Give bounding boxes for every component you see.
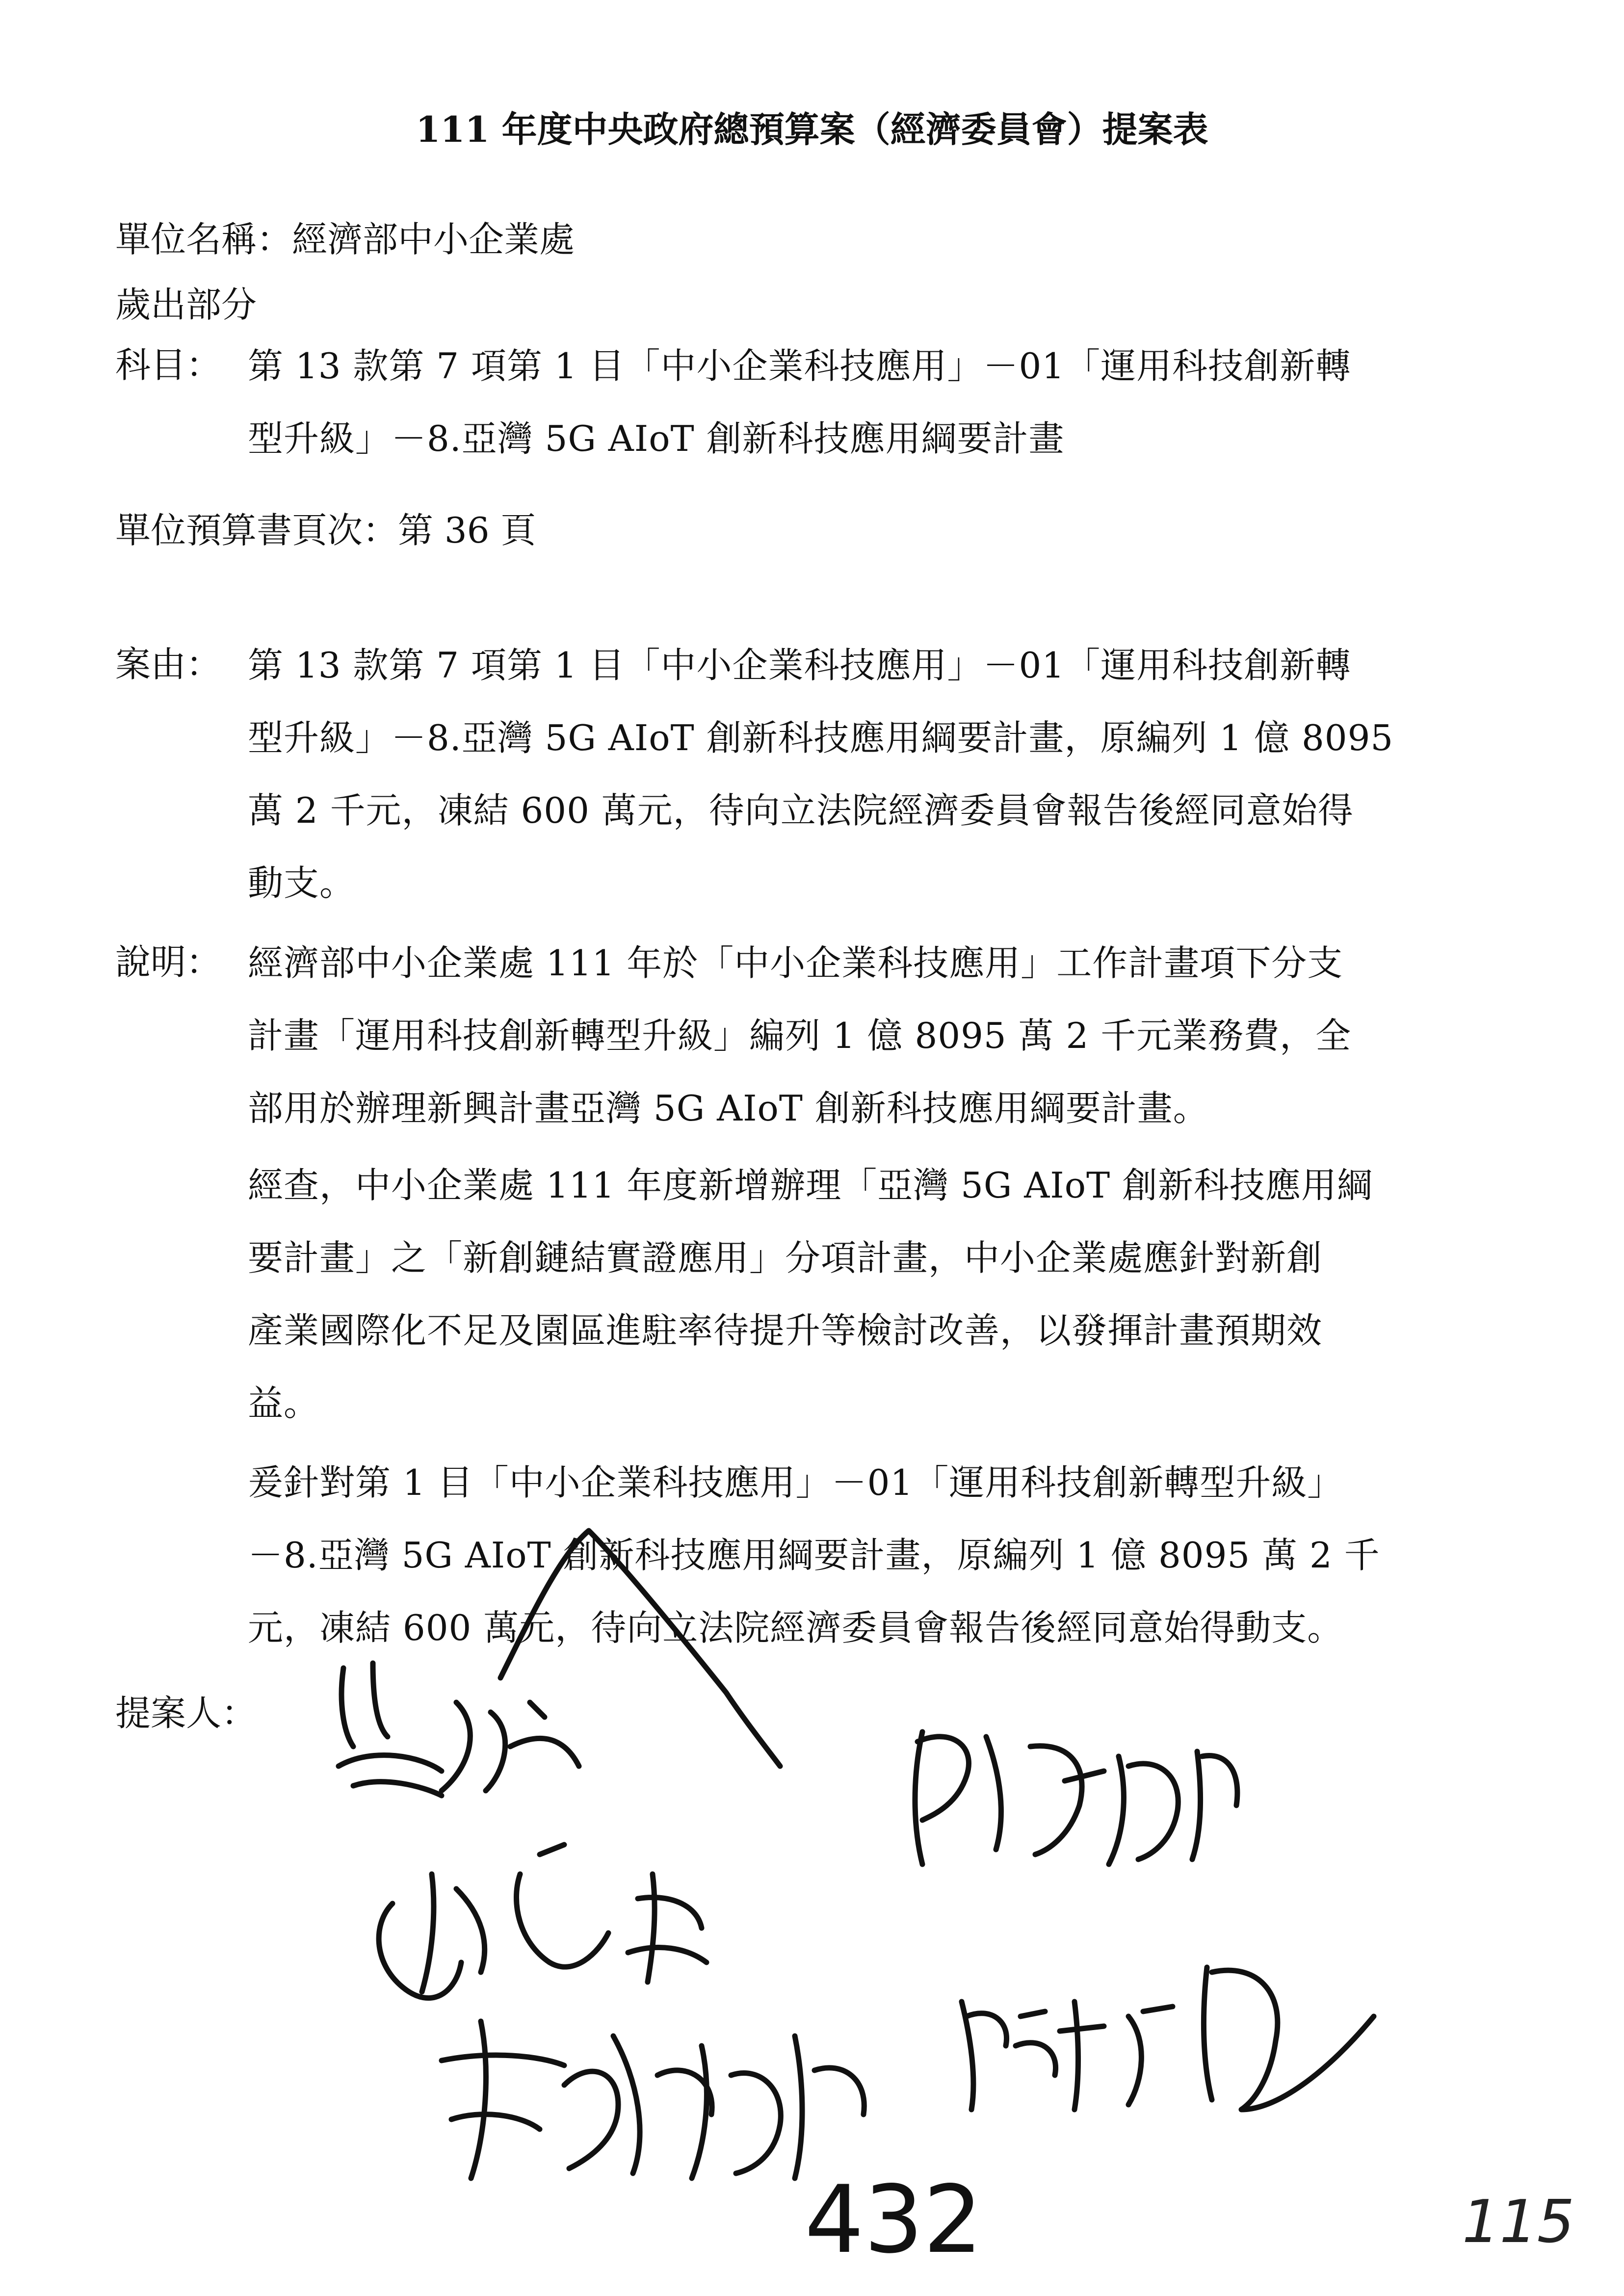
explain-line: 經查，中小企業處 111 年度新增辦理「亞灣 5G AIoT 創新科技應用綱 bbox=[248, 1165, 1373, 1206]
budget-page-line: 單位預算書頁次：第 36 頁 bbox=[115, 510, 536, 551]
explain-label: 說明： bbox=[115, 941, 222, 983]
subject-line: 第 13 款第 7 項第 1 目「中小企業科技應用」－01「運用科技創新轉 bbox=[248, 345, 1352, 387]
subject-label: 科目： bbox=[115, 344, 222, 386]
handwritten-number: 432 bbox=[805, 2166, 983, 2274]
page-number: 115 bbox=[1462, 2188, 1575, 2256]
case-line: 動支。 bbox=[248, 862, 356, 904]
section-heading: 歲出部分 bbox=[115, 284, 257, 325]
explain-line: 要計畫」之「新創鏈結實證應用」分項計畫，中小企業處應針對新創 bbox=[248, 1237, 1323, 1278]
case-line: 萬 2 千元，凍結 600 萬元，待向立法院經濟委員會報告後經同意始得 bbox=[248, 790, 1354, 831]
signature-2 bbox=[379, 1845, 707, 1998]
signature-4 bbox=[442, 2021, 864, 2178]
case-line: 型升級」－8.亞灣 5G AIoT 創新科技應用綱要計畫，原編列 1 億 8095 bbox=[248, 717, 1394, 758]
explain-line: 爰針對第 1 目「中小企業科技應用」－01「運用科技創新轉型升級」 bbox=[248, 1462, 1343, 1503]
explain-line: 經濟部中小企業處 111 年於「中小企業科技應用」工作計畫項下分支 bbox=[248, 942, 1343, 984]
explain-line: 部用於辦理新興計畫亞灣 5G AIoT 創新科技應用綱要計畫。 bbox=[248, 1088, 1209, 1129]
explain-line: 計畫「運用科技創新轉型升級」編列 1 億 8095 萬 2 千元業務費，全 bbox=[248, 1015, 1352, 1056]
explain-line: 元，凍結 600 萬元，待向立法院經濟委員會報告後經同意始得動支。 bbox=[248, 1607, 1343, 1648]
subject-line: 型升級」－8.亞灣 5G AIoT 創新科技應用綱要計畫 bbox=[248, 418, 1065, 459]
explain-line: 產業國際化不足及園區進駐率待提升等檢討改善，以發揮計畫預期效 bbox=[248, 1310, 1323, 1351]
signature-stroke bbox=[500, 1531, 780, 1766]
explain-line: －8.亞灣 5G AIoT 創新科技應用綱要計畫，原編列 1 億 8095 萬 2 千 bbox=[248, 1535, 1380, 1576]
case-label: 案由： bbox=[115, 644, 222, 685]
document-title: 111 年度中央政府總預算案（經濟委員會）提案表 bbox=[416, 108, 1208, 150]
explain-line: 益。 bbox=[248, 1383, 320, 1424]
proposer-label: 提案人： bbox=[115, 1693, 257, 1734]
unit-label: 單位名稱： bbox=[115, 219, 292, 260]
unit-value: 經濟部中小企業處 bbox=[292, 219, 575, 260]
signature-1 bbox=[339, 1663, 579, 1796]
case-line: 第 13 款第 7 項第 1 目「中小企業科技應用」－01「運用科技創新轉 bbox=[248, 645, 1352, 686]
signature-5 bbox=[962, 1967, 1374, 2110]
signature-3 bbox=[915, 1732, 1237, 1864]
